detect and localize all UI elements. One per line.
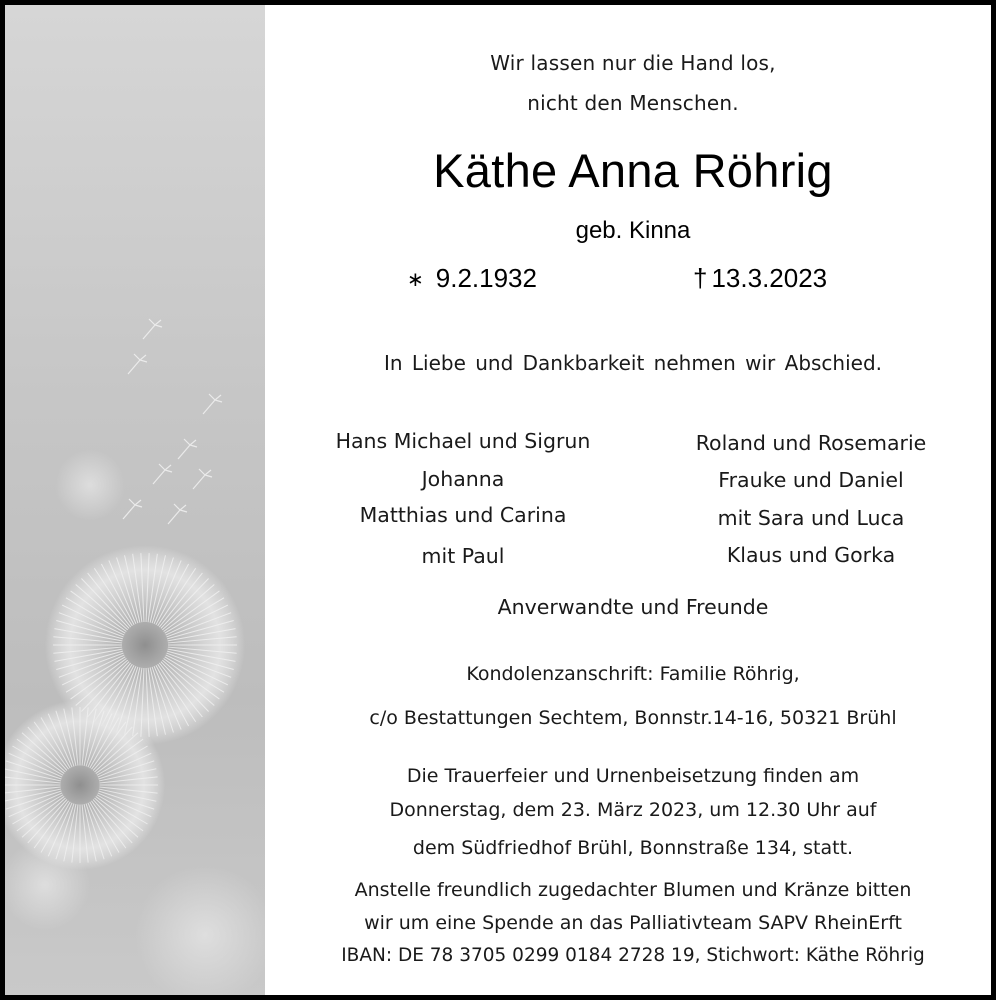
ceremony-line-2: Donnerstag, dem 23. März 2023, um 12.30 Uhr auf (389, 799, 877, 821)
farewell-text: In Liebe und Dankbarkeit nehmen wir Abschied. (383, 351, 883, 375)
birth-date-value: 9.2.1932 (435, 263, 537, 293)
birth-date (407, 263, 537, 297)
death-date-value: 13.3.2023 (711, 263, 828, 293)
mourner-line: Hans Michael und Sigrun (335, 429, 591, 453)
mourner-line: Matthias und Carina (359, 503, 567, 527)
cross-icon: † (693, 263, 708, 293)
donation-line-3: IBAN: DE 78 3705 0299 0184 2728 19, Stichwort: Käthe Röhrig (341, 945, 925, 966)
dandelion-image (5, 5, 265, 995)
flying-seed (193, 469, 212, 489)
flying-seed (153, 464, 172, 484)
flying-seed (203, 394, 222, 414)
condolence-address-line-2: c/o Bestattungen Sechtem, Bonnstr.14-16, 50321 Brühl (369, 707, 897, 729)
flying-seed (168, 504, 187, 524)
birth-name: geb. Kinna (575, 217, 691, 244)
flying-seed (123, 499, 142, 519)
relatives-line: Anverwandte und Freunde (497, 595, 769, 619)
mourner-line: Klaus und Gorka (726, 543, 896, 567)
death-date (693, 263, 827, 297)
mourner-line: Roland und Rosemarie (695, 431, 927, 455)
donation-line-1: Anstelle freundlich zugedachter Blumen und Kränze bitten (354, 879, 912, 901)
mourner-line: Johanna (421, 467, 505, 491)
ceremony-line-3: dem Südfriedhof Brühl, Bonnstraße 134, statt. (412, 837, 854, 859)
mourner-line: Frauke und Daniel (718, 468, 904, 492)
flying-seed (143, 319, 162, 339)
mourner-line: mit Sara und Luca (717, 506, 905, 530)
mourner-line: mit Paul (421, 544, 505, 568)
flying-seed (178, 439, 197, 459)
deceased-name: Käthe Anna Röhrig (433, 144, 833, 197)
flying-seed (128, 354, 147, 374)
condolence-address-line-1: Kondolenzanschrift: Familie Röhrig, (466, 663, 800, 685)
motto-line-1: Wir lassen nur die Hand los, (490, 51, 776, 75)
donation-line-2: wir um eine Spende an das Palliativteam SAPV RheinErft (364, 912, 902, 934)
obituary-text (270, 5, 996, 995)
dandelion-illustration (5, 5, 265, 995)
star-icon: ∗ (407, 269, 424, 291)
ceremony-line-1: Die Trauerfeier und Urnenbeisetzung finden am (406, 765, 860, 787)
motto-line-2: nicht den Menschen. (527, 91, 739, 115)
